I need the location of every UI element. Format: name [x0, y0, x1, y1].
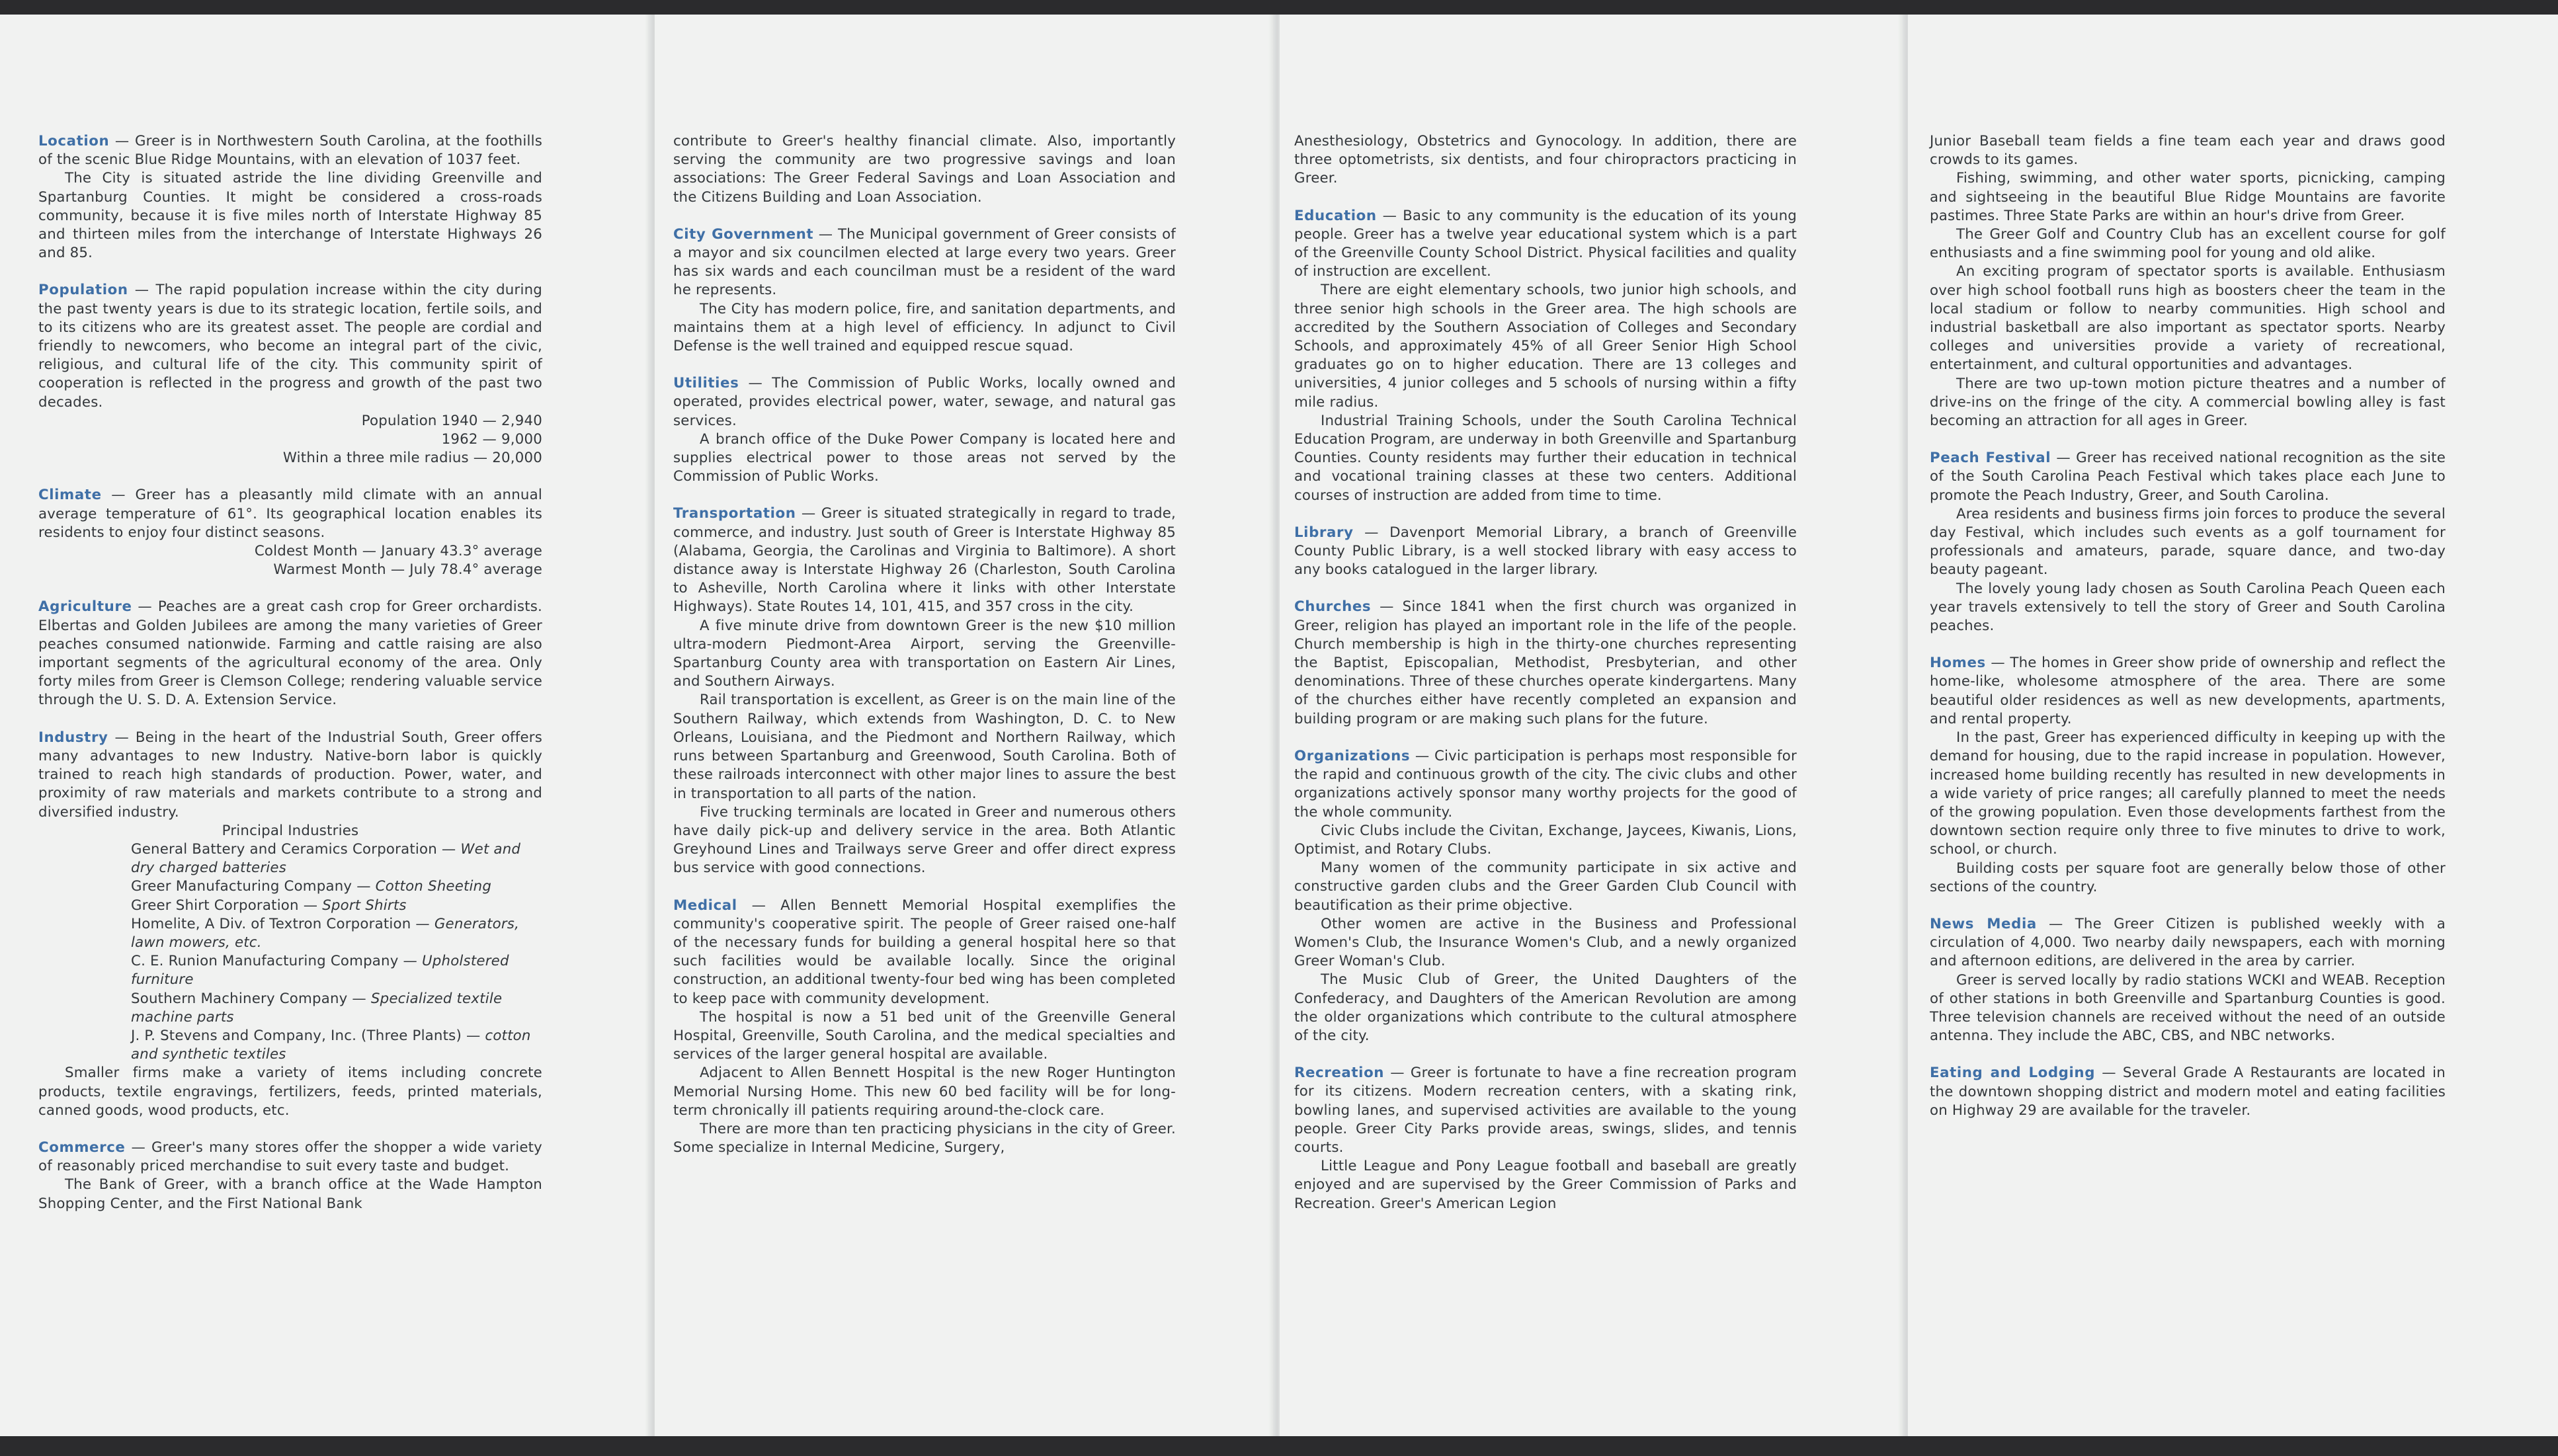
- paragraph-text: Since 1841 when the first church was organized in Greer, religion has played an important role in the life of the people. Church membership is high in the thirty-one churches representing the Baptist, Episcopalian, Methodist, Presbyterian, and other denominations. Three of these churches operate kindergartens. Many of the churches either have recently completed an expansion and building program or are making such plans for the future.: [1294, 598, 1797, 727]
- paragraph-text: Greer has received national recognition as the site of the South Carolina Peach Festival which takes place each June to promote the Peach Industry, Greer, and South Carolina.: [1930, 450, 2446, 504]
- industry-name: Homelite, A Div. of Textron Corporation —: [131, 915, 434, 932]
- paragraph: Commerce — Greer's many stores offer the shopper a wide variety of reasonably priced merchandise to suit every taste and budget.: [38, 1139, 542, 1175]
- section-heading: Transportation: [673, 505, 796, 522]
- paragraph: Climate — Greer has a pleasantly mild climate with an annual average temperature of 61°. Its geographical location enables its residents to enjoy four distinct seasons.: [38, 487, 542, 541]
- paragraph: The hospital is now a 51 bed unit of the Greenville General Hospital, Greenville, South Carolina, and the medical specialties and services of the larger general hospital are available.: [673, 1008, 1176, 1063]
- panel-2: [655, 15, 1273, 1436]
- paragraph: The City is situated astride the line dividing Greenville and Spartanburg Counties. It might be considered a cross-roads community, because it is five miles north of Interstate Highway 85 and thirteen miles from the interchange of Interstate Highways 26 and 85.: [38, 170, 542, 262]
- paragraph: News Media — The Greer Citizen is published weekly with a circulation of 4,000. Two nearby daily newspapers, each with morning and afternoon editions, are delivered in the area by carrier.: [1930, 915, 2446, 970]
- paragraph: Other women are active in the Business and Professional Women's Club, the Insurance Women's Club, and a newly organized Greer Woman's Club.: [1294, 915, 1797, 970]
- paragraph-text: The Greer Citizen is published weekly with a circulation of 4,000. Two nearby daily newspapers, each with morning and afternoon editions, are delivered in the area by carrier.: [1930, 915, 2446, 970]
- industry-name: C. E. Runion Manufacturing Company —: [131, 953, 422, 970]
- section: [673, 374, 1176, 486]
- section: [1294, 1064, 1797, 1213]
- paragraph-text: Basic to any community is the education of its young people. Greer has a twelve year educational system which is a part of the Greenville County School District. Physical facilities and quality of instruction are excellent.: [1294, 207, 1797, 280]
- paragraph: There are two up-town motion picture theatres and a number of drive-ins on the fringe of the city. A commercial bowling alley is fast becoming an attraction for all ages in Greer.: [1930, 375, 2446, 430]
- industry-item: [38, 1027, 542, 1064]
- column-2: [673, 132, 1176, 1176]
- paragraph: There are more than ten practicing physicians in the city of Greer. Some specialize in Internal Medicine, Surgery,: [673, 1120, 1176, 1156]
- section-heading: Library: [1294, 524, 1354, 541]
- section: [38, 132, 542, 263]
- industry-product: Sport Shirts: [322, 897, 407, 914]
- section: [1294, 207, 1797, 505]
- section-heading: Eating and Lodging: [1930, 1065, 2096, 1082]
- paragraph: Recreation — Greer is fortunate to have a fine recreation program for its citizens. Modern recreation centers, with a skating rink, bowling lanes, and supervised activities are available to the young people. Greer City Parks provide areas, swings, slides, and tennis courts.: [1294, 1065, 1797, 1156]
- list-title: Principal Industries: [222, 822, 359, 839]
- section: [1930, 1064, 2446, 1120]
- paragraph-text: Allen Bennett Memorial Hospital exemplifies the community's cooperative spirit. The people of Greer raised one-half of the necessary funds for building a general hospital here so that such facilities would be available locally. Since the original construction, an additional twenty-four bed wing has been completed to keep pace with community development.: [673, 897, 1176, 1007]
- stat-line: Coldest Month — January 43.3° average: [254, 543, 542, 560]
- industry-product: cotton and synthetic textiles: [131, 1027, 531, 1063]
- paragraph: The City has modern police, fire, and sanitation departments, and maintains them at a high level of efficiency. In adjunct to Civil Defense is the well trained and equipped rescue squad.: [673, 300, 1176, 355]
- panel-4: [1908, 15, 2558, 1436]
- paragraph: The Music Club of Greer, the United Daughters of the Confederacy, and Daughters of the American Revolution are among the older organizations which contribute to the cultural atmosphere of the city.: [1294, 971, 1797, 1044]
- section-heading: Climate: [38, 487, 102, 504]
- paragraph-text: Greer has a pleasantly mild climate with an annual average temperature of 61°. Its geographical location enables its residents to enjoy four distinct seasons.: [38, 487, 542, 541]
- paragraph: An exciting program of spectator sports is available. Enthusiasm over high school football runs high as boosters cheer the team in the local stadium or follow to nearby communities. High school and industrial basketball are also important as spectator sports. Nearby colleges and universities provide a variety of recreational, entertainment, and cultural opportunities and advantages.: [1930, 263, 2446, 374]
- section: [673, 225, 1176, 356]
- industry-name: J. P. Stevens and Company, Inc. (Three Plants) —: [131, 1027, 485, 1044]
- industry-name: General Battery and Ceramics Corporation —: [131, 840, 461, 858]
- column-3: [1294, 132, 1797, 1232]
- paragraph: contribute to Greer's healthy financial climate. Also, importantly serving the community are two progressive savings and loan associations: The Greer Federal Savings and Loan Association and the Citizens Building and Loan Association.: [673, 133, 1176, 206]
- section: [1930, 654, 2446, 897]
- section: [673, 505, 1176, 877]
- section: [1294, 598, 1797, 728]
- section-heading: Recreation: [1294, 1065, 1385, 1082]
- stat-line: Warmest Month — July 78.4° average: [273, 561, 542, 579]
- paragraph: Peach Festival — Greer has received national recognition as the site of the South Carolina Peach Festival which takes place each June to promote the Peach Industry, Greer, and South Carolina.: [1930, 450, 2446, 504]
- paragraph: Agriculture — Peaches are a great cash crop for Greer orchardists. Elbertas and Golden Jubilees are among the many varieties of Greer peaches consumed nationwide. Farming and cattle raising are also important segments of the agricultural economy of the area. Only forty miles from Greer is Clemson College; rendering valuable service through the U. S. D. A. Extension Service.: [38, 598, 543, 709]
- paragraph: Transportation — Greer is situated strategically in regard to trade, commerce, and industry. Just south of Greer is Interstate Highway 85 (Alabama, Georgia, the Carolinas and Virginia to Baltimore). A short distance away is Interstate Highway 26 (Charleston, South Carolina to Asheville, North Carolina where it links with other Interstate Highways). State Routes 14, 101, 415, and 357 cross in the city.: [673, 505, 1176, 616]
- paragraph-text: Greer is in Northwestern South Carolina, at the foothills of the scenic Blue Ridge Mountains, with an elevation of 1037 feet.: [38, 133, 543, 169]
- paragraph: City Government — The Municipal government of Greer consists of a mayor and six councilmen elected at large every two years. Greer has six wards and each councilman must be a resident of the ward he represents.: [673, 225, 1176, 299]
- industry-item: [38, 990, 542, 1027]
- paragraph: A five minute drive from downtown Greer is the new $10 million ultra-modern Piedmont-Area Airport, serving the Greenville-Spartanburg County area with transportation on Eastern Air Lines, and Southern Airways.: [673, 617, 1176, 690]
- paragraph: The Greer Golf and Country Club has an excellent course for golf enthusiasts and a fine swimming pool for young and old alike.: [1930, 226, 2446, 262]
- section-heading: Location: [38, 133, 110, 149]
- paragraph: Organizations — Civic participation is perhaps most responsible for the rapid and continuous growth of the city. The civic clubs and other organizations actively sponsor many worthy projects for the good of the whole community.: [1294, 747, 1797, 821]
- brochure-sheet: [0, 15, 2558, 1436]
- section: [38, 598, 542, 709]
- industry-product: Upholstered furniture: [131, 953, 509, 989]
- industry-name: Greer Shirt Corporation —: [131, 897, 323, 914]
- paragraph: Library — Davenport Memorial Library, a branch of Greenville County Public Library, is a well stocked library with easy access to any books catalogued in the larger library.: [1294, 524, 1797, 579]
- section-heading: Industry: [38, 729, 108, 746]
- paragraph: Little League and Pony League football and baseball are greatly enjoyed and are supervised by the Greer Commission of Parks and Recreation. Greer's American Legion: [1294, 1158, 1797, 1212]
- industry-item: [38, 897, 542, 915]
- stat-line: 1962 — 9,000: [441, 431, 542, 448]
- section-heading: Education: [1294, 207, 1377, 224]
- section-heading: Organizations: [1294, 747, 1411, 764]
- paragraph: A branch office of the Duke Power Company is located here and supplies electrical power to those areas not served by the Commission of Public Works.: [673, 430, 1176, 485]
- section: [38, 281, 542, 467]
- section: [1930, 132, 2446, 430]
- section-heading: Population: [38, 282, 128, 299]
- paragraph: Industry — Being in the heart of the Industrial South, Greer offers many advantages to new Industry. Native-born labor is quickly trained to reach high standards of production. Power, water, and proximity of raw materials and markets contribute to a strong and diversified industry.: [38, 729, 542, 821]
- industry-product: Cotton Sheeting: [375, 878, 492, 895]
- paragraph: Churches — Since 1841 when the first church was organized in Greer, religion has played an important role in the life of the people. Church membership is high in the thirty-one churches representing the Baptist, Episcopalian, Methodist, Presbyterian, and other denominations. Three of these churches operate kindergartens. Many of the churches either have recently completed an expansion and building program or are making such plans for the future.: [1294, 598, 1797, 727]
- paragraph: Junior Baseball team fields a fine team each year and draws good crowds to its games.: [1930, 133, 2446, 169]
- paragraph-text: The homes in Greer show pride of ownership and reflect the home-like, wholesome atmosphere of the area. There are some beautiful older residences as well as new developments, apartments, and rental property.: [1930, 655, 2446, 727]
- paragraph-text: Greer is situated strategically in regard to trade, commerce, and industry. Just south of Greer is Interstate Highway 85 (Alabama, Georgia, the Carolinas and Virginia to Baltimore). A short distance away is Interstate Highway 26 (Charleston, South Carolina to Asheville, North Carolina where it links with other Interstate Highways). State Routes 14, 101, 415, and 357 cross in the city.: [673, 505, 1176, 616]
- paragraph-text: The Commission of Public Works, locally owned and operated, provides electrical power, water, sewage, and natural gas services.: [673, 375, 1176, 429]
- paragraph: The Bank of Greer, with a branch office at the Wade Hampton Shopping Center, and the First National Bank: [38, 1176, 542, 1212]
- paragraph: Civic Clubs include the Civitan, Exchange, Jaycees, Kiwanis, Lions, Optimist, and Rotary Clubs.: [1294, 822, 1797, 858]
- section-heading: Churches: [1294, 598, 1372, 616]
- stat-line: Population 1940 — 2,940: [361, 412, 542, 429]
- paragraph: Education — Basic to any community is the education of its young people. Greer has a twelve year educational system which is a part of the Greenville County School District. Physical facilities and quality of instruction are excellent.: [1294, 207, 1797, 280]
- industry-item: [38, 952, 542, 989]
- industry-product: Specialized textile machine parts: [131, 990, 503, 1026]
- section-heading: City Government: [673, 225, 814, 243]
- section-heading: Medical: [673, 897, 737, 914]
- industry-item: [38, 877, 542, 896]
- paragraph-text: The rapid population increase within the city during the past twenty years is due to its strategic location, fertile soils, and to its citizens who are its greatest asset. The people are cordial and friendly to newcomers, who become an integral part of the civic, religious, and cultural life of the city. This community spirit of cooperation is reflected in the progress and growth of the past two decades.: [38, 282, 542, 411]
- section: [38, 486, 542, 579]
- section: [38, 1139, 542, 1213]
- paragraph: Utilities — The Commission of Public Works, locally owned and operated, provides electrical power, water, sewage, and natural gas services.: [673, 375, 1176, 429]
- paragraph-text: Peaches are a great cash crop for Greer orchardists. Elbertas and Golden Jubilees are among the many varieties of Greer peaches consumed nationwide. Farming and cattle raising are also important segments of the agricultural economy of the area. Only forty miles from Greer is Clemson College; rendering valuable service through the U. S. D. A. Extension Service.: [38, 598, 543, 709]
- section-heading: Commerce: [38, 1139, 126, 1156]
- paragraph: The lovely young lady chosen as South Carolina Peach Queen each year travels extensively to tell the story of Greer and South Carolina peaches.: [1930, 580, 2446, 635]
- section: [1930, 915, 2446, 1045]
- industry-item: [38, 840, 542, 877]
- paragraph: Rail transportation is excellent, as Greer is on the main line of the Southern Railway, which extends from Washington, D. C. to New Orleans, Louisiana, and the Piedmont and Northern Railway, which runs between Spartanburg and Greenwood, South Carolina. Both of these railroads interconnect with other major lines to assure the best in transportation to all parts of the nation.: [673, 692, 1176, 802]
- paragraph: Population — The rapid population increase within the city during the past twenty years is due to its strategic location, fertile soils, and to its citizens who are its greatest asset. The people are cordial and friendly to newcomers, who become an integral part of the civic, religious, and cultural life of the city. This community spirit of cooperation is reflected in the progress and growth of the past two decades.: [38, 282, 542, 411]
- paragraph-text: The Municipal government of Greer consists of a mayor and six councilmen elected at large every two years. Greer has six wards and each councilman must be a resident of the ward he represents.: [673, 225, 1176, 299]
- column-4: [1930, 132, 2446, 1139]
- paragraph-text: Greer's many stores offer the shopper a wide variety of reasonably priced merchandise to suit every taste and budget.: [38, 1139, 542, 1175]
- panel-1: [0, 15, 648, 1436]
- section: [673, 897, 1176, 1158]
- industry-product: Wet and dry charged batteries: [131, 840, 521, 877]
- paragraph: Homes — The homes in Greer show pride of ownership and reflect the home-like, wholesome atmosphere of the area. There are some beautiful older residences as well as new developments, apartments, and rental property.: [1930, 655, 2446, 727]
- paragraph: Eating and Lodging — Several Grade A Restaurants are located in the downtown shopping district and modern motel and eating facilities on Highway 29 are available for the traveler.: [1930, 1065, 2446, 1119]
- section: [673, 132, 1176, 207]
- section-heading: Agriculture: [38, 598, 132, 616]
- industry-name: Southern Machinery Company —: [131, 990, 371, 1007]
- industry-name: Greer Manufacturing Company —: [131, 878, 376, 895]
- industry-product: Generators, lawn mowers, etc.: [131, 915, 520, 951]
- industry-item: [38, 915, 542, 952]
- paragraph-text: Greer is fortunate to have a fine recreation program for its citizens. Modern recreation centers, with a skating rink, bowling lanes, and supervised activities are available to the young people. Greer City Parks provide areas, swings, slides, and tennis courts.: [1294, 1065, 1797, 1156]
- panel-3: [1280, 15, 1903, 1436]
- paragraph-text: Davenport Memorial Library, a branch of Greenville County Public Library, is a well stocked library with easy access to any books catalogued in the larger library.: [1294, 524, 1797, 579]
- paragraph: In the past, Greer has experienced difficulty in keeping up with the demand for housing, due to the rapid increase in population. However, increased home building recently has resulted in new developments in a wide variety of price ranges; all carefully planned to meet the needs of the growing population. Even those developments farthest from the downtown section require only three to five minutes to drive to work, school, or church.: [1930, 729, 2446, 858]
- paragraph-text: Civic participation is perhaps most responsible for the rapid and continuous growth of the city. The civic clubs and other organizations actively sponsor many worthy projects for the good of the whole community.: [1294, 747, 1797, 821]
- paragraph: Location — Greer is in Northwestern South Carolina, at the foothills of the scenic Blue Ridge Mountains, with an elevation of 1037 feet.: [38, 133, 543, 169]
- paragraph: Adjacent to Allen Bennett Hospital is the new Roger Huntington Memorial Nursing Home. This new 60 bed facility will be for long-term chronically ill patients requiring around-the-clock care.: [673, 1065, 1176, 1119]
- stat-line: Within a three mile radius — 20,000: [282, 450, 542, 467]
- paragraph: Industrial Training Schools, under the South Carolina Technical Education Program, are underway in both Greenville and Spartanburg Counties. County residents may further their education in technical and vocational training classes at these two centers. Additional courses of instruction are added from time to time.: [1294, 412, 1797, 504]
- paragraph: Area residents and business firms join forces to produce the several day Festival, which includes such events as a golf tournament for professionals and amateurs, parade, square dance, and two-day beauty pageant.: [1930, 505, 2446, 579]
- section: [1930, 449, 2446, 635]
- paragraph: Five trucking terminals are located in Greer and numerous others have daily pick-up and delivery service in the area. Both Atlantic Greyhound Lines and Trailways serve Greer and offer direct express bus service with good connections.: [673, 803, 1176, 877]
- paragraph: Building costs per square foot are generally below those of other sections of the country.: [1930, 860, 2446, 895]
- paragraph-text: Several Grade A Restaurants are located in the downtown shopping district and modern motel and eating facilities on Highway 29 are available for the traveler.: [1930, 1065, 2446, 1119]
- paragraph: Smaller firms make a variety of items including concrete products, textile engravings, fertilizers, feeds, printed materials, canned goods, wood products, etc.: [38, 1065, 542, 1119]
- paragraph: Anesthesiology, Obstetrics and Gynocology. In addition, there are three optometrists, six dentists, and four chiropractors practicing in Greer.: [1294, 133, 1797, 187]
- paragraph-text: Being in the heart of the Industrial South, Greer offers many advantages to new Industry. Native-born labor is quickly trained to reach high standards of production. Power, water, and proximity of raw materials and markets contribute to a strong and diversified industry.: [38, 729, 542, 821]
- paragraph: Medical — Allen Bennett Memorial Hospital exemplifies the community's cooperative spirit. The people of Greer raised one-half of the necessary funds for building a general hospital here so that such facilities would be available locally. Since the original construction, an additional twenty-four bed wing has been completed to keep pace with community development.: [673, 897, 1176, 1007]
- section: [1294, 747, 1797, 1045]
- section-heading: Homes: [1930, 655, 1986, 672]
- section: [1294, 132, 1797, 188]
- section-heading: News Media: [1930, 915, 2037, 932]
- section: [38, 729, 542, 1120]
- paragraph: Many women of the community participate in six active and constructive garden clubs and the Greer Garden Club Council with beautification as their prime objective.: [1294, 860, 1797, 914]
- section-heading: Peach Festival: [1930, 450, 2051, 467]
- column-1: [38, 132, 542, 1232]
- paragraph: There are eight elementary schools, two junior high schools, and three senior high schools in the Greer area. The high schools are accredited by the Southern Association of Colleges and Secondary Schools, and approximately 45% of all Greer Senior High School graduates go on to higher education. There are 13 colleges and universities, 4 junior colleges and 5 schools of nursing within a fifty mile radius.: [1294, 282, 1797, 411]
- section-heading: Utilities: [673, 375, 739, 392]
- section: [1294, 524, 1797, 580]
- paragraph: Fishing, swimming, and other water sports, picnicking, camping and sightseeing in the beautiful Blue Ridge Mountains are favorite pastimes. Three State Parks are within an hour's drive from Greer.: [1930, 170, 2446, 224]
- paragraph: Greer is served locally by radio stations WCKI and WEAB. Reception of other stations in both Greenville and Spartanburg Counties is good. Three television channels are received without the need of an outside antenna. They include the ABC, CBS, and NBC networks.: [1930, 971, 2446, 1045]
